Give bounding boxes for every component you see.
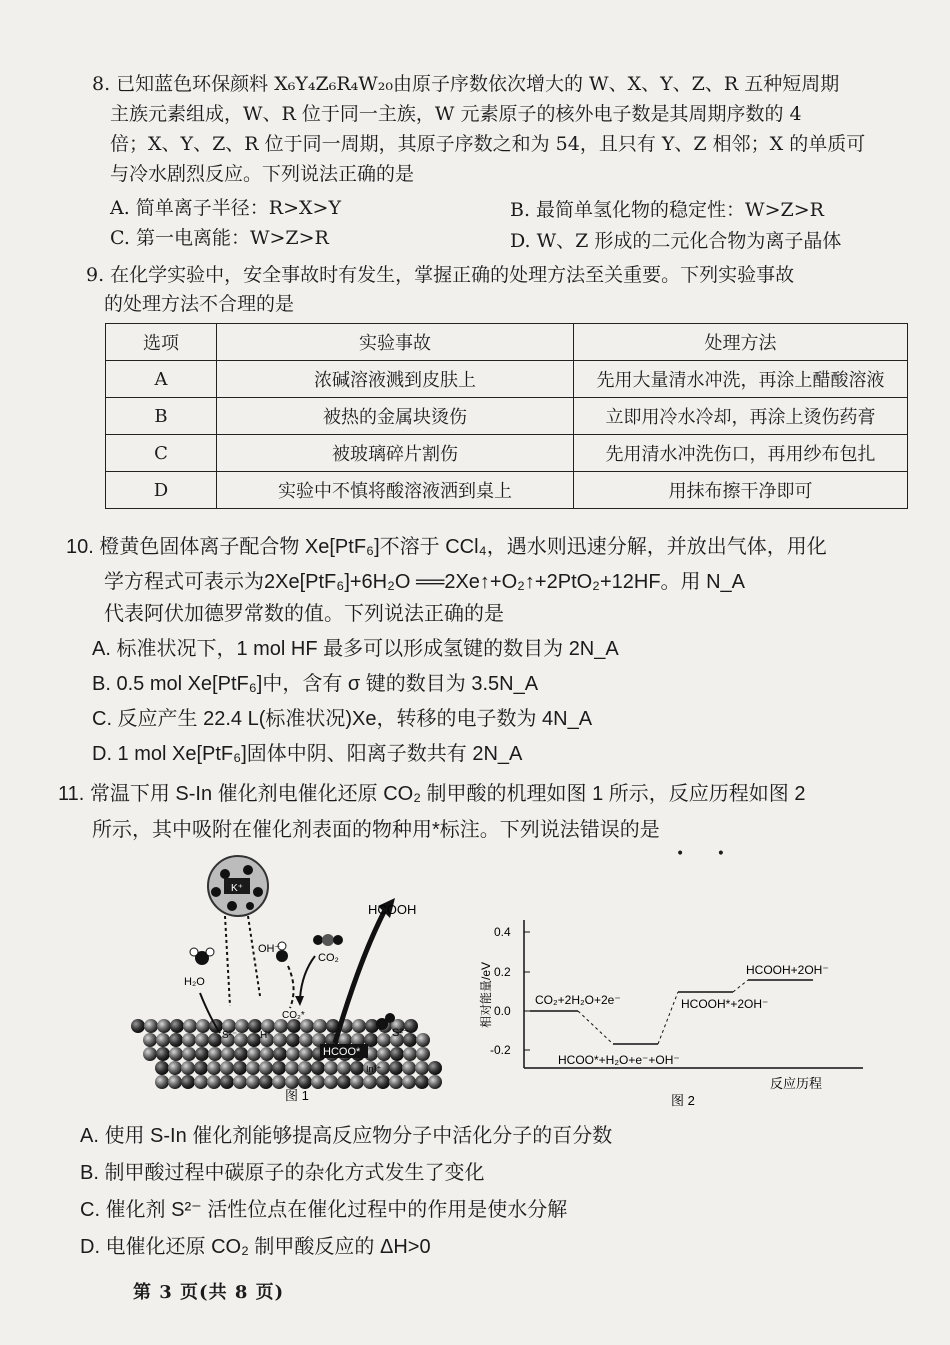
q8-option-b: B. 最简单氢化物的稳定性：W>Z>R <box>510 199 824 221</box>
state-label: CO₂+2H₂O+2e⁻ <box>535 993 621 1007</box>
surface-atom <box>287 1019 301 1033</box>
x-axis-label: 反应历程 <box>770 1076 823 1091</box>
table-header: 选项 <box>106 324 217 361</box>
surface-atom <box>247 1033 261 1047</box>
surface-atom <box>260 1047 274 1061</box>
surface-atom <box>259 1075 273 1089</box>
surface-atom <box>273 1033 287 1047</box>
surface-atom <box>337 1061 351 1075</box>
table-row <box>106 361 908 398</box>
q10-line-1: 10. 橙黄色固体离子配合物 Xe[PtF₆]不溶于 CCl₄，遇水则迅速分解，并放出气体，用化 <box>66 536 827 558</box>
hydroxide-label: OH⁻ <box>258 943 281 955</box>
q10-option-b: B. 0.5 mol Xe[PtF₆]中，含有 σ 键的数目为 3.5N_A <box>92 673 539 695</box>
surface-atom <box>402 1061 416 1075</box>
hcooh-label: HCOOH <box>368 902 417 917</box>
state-label: HCOOH*+2OH⁻ <box>681 997 769 1011</box>
table-header: 处理方法 <box>574 324 908 361</box>
q8-option-a: A. 简单离子半径：R>X>Y <box>110 197 342 219</box>
table-header: 实验事故 <box>217 324 574 361</box>
surface-atom <box>285 1075 299 1089</box>
emphasis-dots: • • <box>676 846 739 862</box>
surface-atom <box>415 1075 429 1089</box>
sulfide-right-label: S²⁻ <box>392 1027 409 1039</box>
surface-atom <box>182 1033 196 1047</box>
y-tick: 0.0 <box>494 1004 511 1018</box>
surface-atom <box>144 1019 158 1033</box>
q11-option-a: A. 使用 S-In 催化剂能够提高反应物分子中活化分子的百分数 <box>80 1125 613 1147</box>
y-axis-label: 相对能量/eV <box>479 961 493 1028</box>
table-cell: 先用大量清水冲洗，再涂上醋酸溶液 <box>574 361 908 398</box>
y-tick: 0.2 <box>494 965 511 979</box>
surface-atom <box>194 1061 208 1075</box>
figure-2-energy-profile <box>478 908 878 1113</box>
surface-atom <box>233 1061 247 1075</box>
sulfide-left-label: S²⁻ <box>222 1030 238 1041</box>
surface-atom <box>246 1075 260 1089</box>
surface-atom <box>286 1047 300 1061</box>
surface-atom <box>233 1075 247 1089</box>
surface-atom <box>157 1019 171 1033</box>
surface-atom <box>286 1033 300 1047</box>
surface-atom <box>389 1061 403 1075</box>
surface-atom <box>428 1061 442 1075</box>
surface-atom <box>274 1019 288 1033</box>
table-cell: D <box>106 472 217 509</box>
q10-line-3: 代表阿伏加德罗常数的值。下列说法正确的是 <box>104 603 504 625</box>
surface-atom <box>350 1061 364 1075</box>
table-row <box>106 472 908 509</box>
q11-option-d: D. 电催化还原 CO₂ 制甲酸反应的 ΔH>0 <box>80 1236 431 1258</box>
figure-1-caption: 图 1 <box>285 1088 309 1103</box>
surface-atom <box>299 1033 313 1047</box>
surface-atom <box>246 1061 260 1075</box>
surface-atom <box>377 1033 391 1047</box>
surface-atom <box>131 1019 145 1033</box>
co2-label: CO₂ <box>318 952 339 964</box>
q10-line-2: 学方程式可表示为2Xe[PtF₆]+6H₂O ══2Xe↑+O₂↑+2PtO₂+12HF。用 N_A <box>104 571 745 593</box>
surface-atom <box>300 1019 314 1033</box>
surface-atom <box>273 1047 287 1061</box>
q8-line-4: 与冷水剧烈反应。下列说法正确的是 <box>110 163 415 185</box>
surface-atom <box>389 1075 403 1089</box>
q8-line-2: 主族元素组成，W、R 位于同一主族，W 元素原子的核外电子数是其周期序数的 4 <box>110 103 802 125</box>
surface-atom <box>181 1061 195 1075</box>
surface-atom <box>363 1075 377 1089</box>
water-label: H₂O <box>184 976 205 988</box>
table-cell: 浓碱溶液溅到皮肤上 <box>217 361 574 398</box>
hcoo-star-label: HCOO* <box>323 1046 361 1058</box>
table-header-row <box>106 324 908 361</box>
y-tick: 0.4 <box>494 925 511 939</box>
surface-atom <box>195 1033 209 1047</box>
q11-option-b: B. 制甲酸过程中碳原子的杂化方式发生了变化 <box>80 1162 485 1184</box>
state-label: HCOO*+H₂O+e⁻+OH⁻ <box>558 1053 680 1067</box>
table-row <box>106 435 908 472</box>
surface-atom <box>156 1033 170 1047</box>
table-cell: 用抹布擦干净即可 <box>574 472 908 509</box>
surface-atom <box>247 1047 261 1061</box>
surface-atom <box>403 1047 417 1061</box>
surface-atom <box>337 1075 351 1089</box>
q9-line-1: 9. 在化学实验中，安全事故时有发生，掌握正确的处理方法至关重要。下列实验事故 <box>86 264 795 286</box>
surface-atom <box>183 1019 197 1033</box>
q8-line-1: 8. 已知蓝色环保颜料 X₆Y₄Z₆R₄W₂₀由原子序数依次增大的 W、X、Y、Z、R 五种短周期 <box>92 73 840 95</box>
surface-atom <box>196 1019 210 1033</box>
surface-atom <box>352 1019 366 1033</box>
figure-1-mechanism <box>120 848 470 1108</box>
surface-atom <box>377 1047 391 1061</box>
q11-line-1: 11. 常温下用 S-In 催化剂电催化还原 CO₂ 制甲酸的机理如图 1 所示，反应历程如图 2 <box>58 783 806 805</box>
surface-atom <box>285 1061 299 1075</box>
surface-atom <box>220 1061 234 1075</box>
q11-line-2: 所示，其中吸附在催化剂表面的物种用*标注。下列说法错误的是 <box>92 819 660 841</box>
surface-atom <box>428 1075 442 1089</box>
q10-option-c: C. 反应产生 22.4 L(标准状况)Xe，转移的电子数为 4N_A <box>92 708 593 730</box>
surface-atom <box>168 1075 182 1089</box>
surface-atom <box>415 1061 429 1075</box>
surface-atom <box>156 1047 170 1061</box>
surface-atom <box>234 1047 248 1061</box>
q10-option-d: D. 1 mol Xe[PtF₆]固体中阴、阳离子数共有 2N_A <box>92 743 523 765</box>
table-cell: 被玻璃碎片割伤 <box>217 435 574 472</box>
surface-atom <box>259 1061 273 1075</box>
y-tick: -0.2 <box>490 1043 511 1057</box>
surface-atom <box>299 1047 313 1061</box>
q11-option-c: C. 催化剂 S²⁻ 活性位点在催化过程中的作用是使水分解 <box>80 1199 568 1221</box>
surface-atom <box>143 1033 157 1047</box>
q9-line-2: 的处理方法不合理的是 <box>104 293 295 315</box>
page-footer: 第 3 页(共 8 页) <box>133 1282 285 1303</box>
surface-atom <box>313 1019 327 1033</box>
surface-atom <box>207 1075 221 1089</box>
q8-line-3: 倍；X、Y、Z、R 位于同一周期，其原子序数之和为 54，且只有 Y、Z 相邻；X 的单质可 <box>110 133 866 155</box>
surface-atom <box>324 1061 338 1075</box>
surface-atom <box>169 1047 183 1061</box>
surface-atom <box>168 1061 182 1075</box>
surface-atom <box>208 1047 222 1061</box>
surface-atom <box>220 1075 234 1089</box>
surface-atom <box>298 1075 312 1089</box>
surface-atom <box>324 1075 338 1089</box>
surface-atom <box>221 1047 235 1061</box>
q8-option-d: D. W、Z 形成的二元化合物为离子晶体 <box>510 230 842 252</box>
figure-2-caption: 图 2 <box>671 1093 695 1108</box>
table-cell: 立即用冷水冷却，再涂上烫伤药膏 <box>574 398 908 435</box>
h-star-label: H* <box>260 1030 272 1041</box>
surface-atom <box>311 1061 325 1075</box>
surface-atom <box>416 1033 430 1047</box>
k-ion-label: K⁺ <box>231 883 243 894</box>
surface-atom <box>155 1061 169 1075</box>
surface-atom <box>143 1047 157 1061</box>
surface-atom <box>182 1047 196 1061</box>
surface-atom <box>350 1075 364 1089</box>
q10-option-a: A. 标准状况下，1 mol HF 最多可以形成氢键的数目为 2N_A <box>92 638 619 660</box>
surface-atom <box>208 1033 222 1047</box>
state-label: HCOOH+2OH⁻ <box>746 963 829 977</box>
table-cell: C <box>106 435 217 472</box>
table-cell: 先用清水冲洗伤口，再用纱布包扎 <box>574 435 908 472</box>
surface-atom <box>169 1033 183 1047</box>
surface-atom <box>402 1075 416 1089</box>
table-cell: B <box>106 398 217 435</box>
surface-atom <box>416 1047 430 1061</box>
table-row <box>106 398 908 435</box>
table-cell: A <box>106 361 217 398</box>
surface-atom <box>376 1075 390 1089</box>
surface-atom <box>194 1075 208 1089</box>
surface-atom <box>298 1061 312 1075</box>
surface-atom <box>195 1047 209 1061</box>
indium-label: In³⁺ <box>366 1064 382 1074</box>
surface-atom <box>155 1075 169 1089</box>
surface-atom <box>272 1075 286 1089</box>
surface-atom <box>170 1019 184 1033</box>
surface-atom <box>207 1061 221 1075</box>
table-cell: 实验中不慎将酸溶液洒到桌上 <box>217 472 574 509</box>
table-cell: 被热的金属块烫伤 <box>217 398 574 435</box>
co2-star-label: CO₂* <box>282 1010 305 1021</box>
accident-table <box>105 323 908 509</box>
surface-atom <box>390 1047 404 1061</box>
surface-atom <box>272 1061 286 1075</box>
surface-atom <box>311 1075 325 1089</box>
surface-atom <box>181 1075 195 1089</box>
q8-option-c: C. 第一电离能：W>Z>R <box>110 227 329 249</box>
